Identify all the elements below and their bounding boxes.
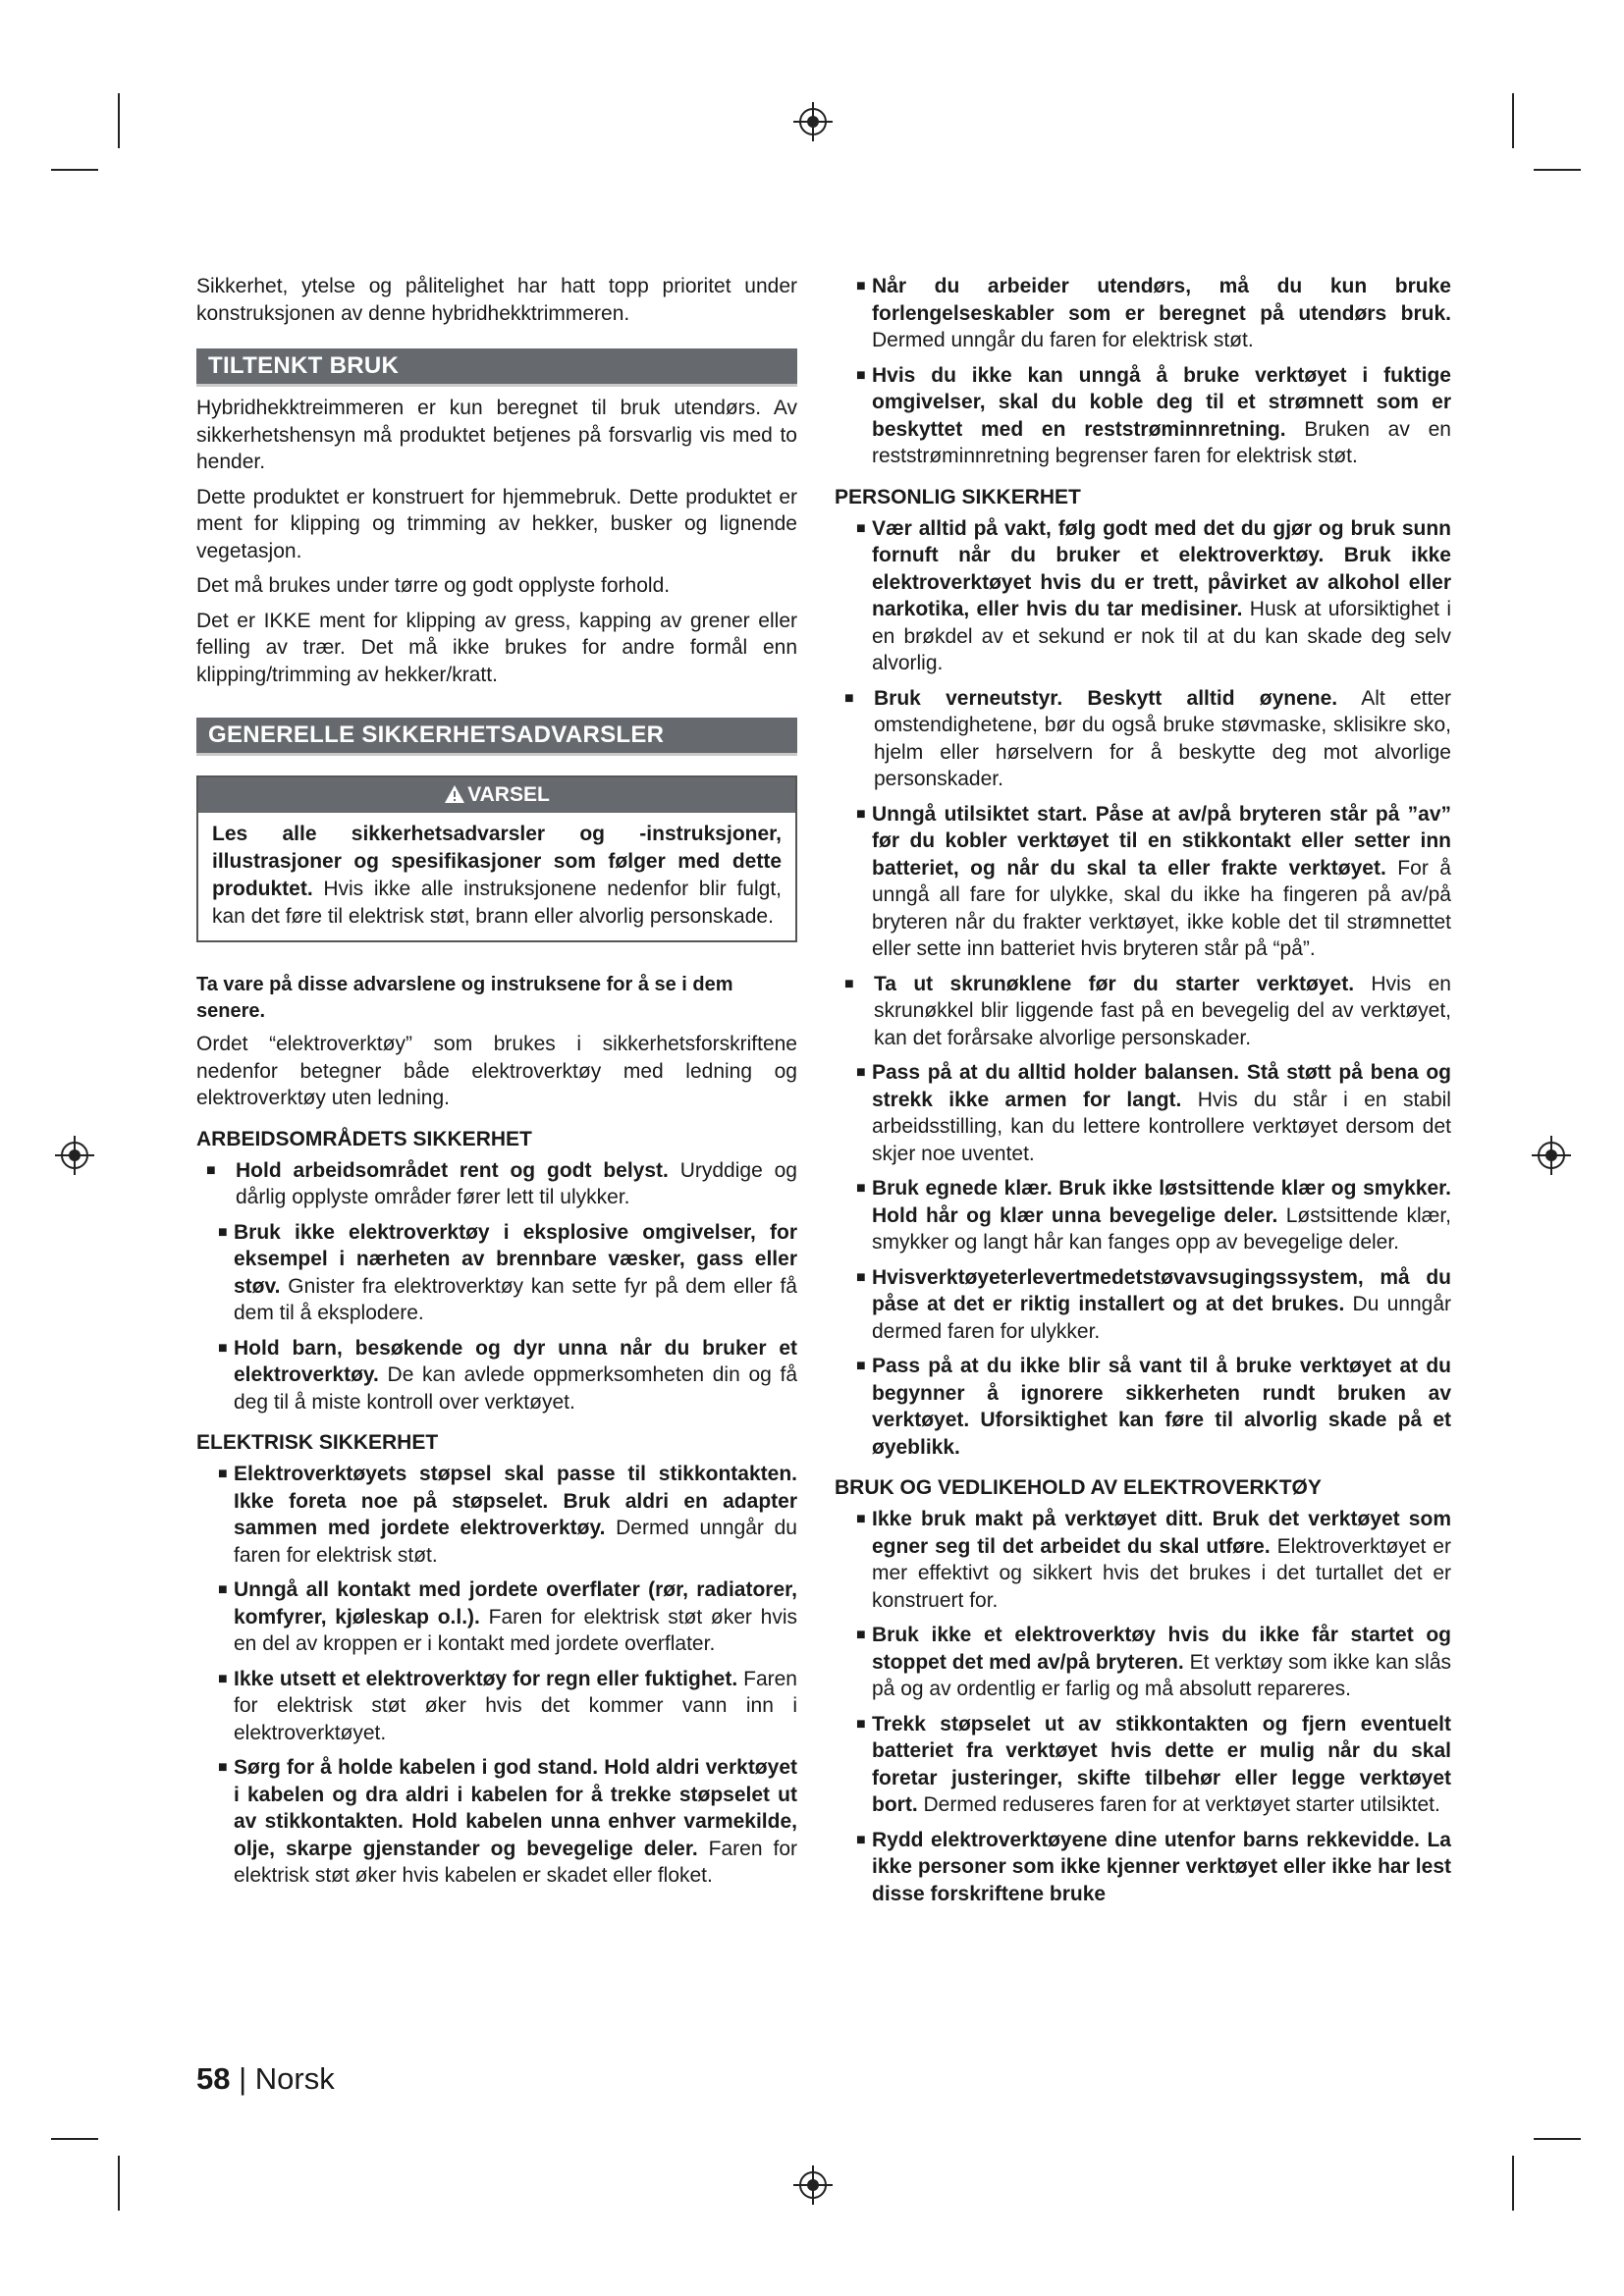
list-item <box>835 685 1451 793</box>
right-column <box>835 273 1451 1915</box>
item-text: Alt etter omstendighetene, bør du også bruke støvmaske, sklisikre sko, hjelm eller hørselvern for å beskytte deg mot alvorlige personskader. <box>874 686 1451 790</box>
item-text: De kan avlede oppmerksomheten din og få deg til å miste kontroll over verktøyet. <box>234 1363 797 1414</box>
item-bold: Vær alltid på vakt, følg godt med det du gjør og bruk sunn fornuft når du bruker et elektroverktøy. Bruk ikke elektroverktøyet hvis du er trett, påvirket av alkohol eller narkotika, eller hvis du tar medisiner. <box>872 516 1451 620</box>
bullet-icon: ■ <box>218 1581 228 1598</box>
warning-triangle-icon <box>444 784 465 804</box>
item-bold: Bruk ikke elektroverktøy i eksplosive omgivelser, for eksempel i nærheten av brennbare væsker, gass eller støv. <box>234 1220 797 1298</box>
bullet-icon: ■ <box>206 1161 216 1179</box>
personal-safety-list <box>835 515 1451 1462</box>
item-text: Uryddige og dårlig opplyste områder fører lett til ulykker. <box>236 1158 797 1208</box>
item-text: Et verktøy som ikke kan slås på og av ordentlig er farlig og må absolutt repareres. <box>872 1650 1451 1700</box>
bullet-icon: ■ <box>856 278 866 294</box>
warning-body <box>198 813 795 940</box>
item-bold: Bruk verneutstyr. Beskytt alltid øynene. <box>874 686 1338 710</box>
item-bold: Trekk støpselet ut av stikkontakten og fjern eventuelt batteriet fra verktøyet hvis dette er mulig når du skal foretar justeringer, skifte tilbehør eller legge verktøyet bort. <box>872 1712 1451 1816</box>
item-bold: Pass på at du ikke blir så vant til å bruke verktøyet at du begynner å ignorere sikkerheten rundt bruken av verktøyet. Uforsiktighet kan føre til alvorlig skade på et øyeblikk. <box>872 1355 1451 1459</box>
item-text: Elektroverktøyet er mer effektivt og sikkert hvis det brukes i det turtallet det er konstruert for. <box>872 1534 1451 1612</box>
intended-use-paragraph: Dette produktet er konstruert for hjemmebruk. Dette produktet er ment for klipping og trimming av hekker, busker og lignende vegetasjon. <box>196 485 797 562</box>
list-item <box>196 1754 797 1890</box>
item-bold: Sørg for å holde kabelen i god stand. Hold aldri verktøyet i kabelen og dra aldri i kabelen for å trekke støpselet ut av stikkontakten. Hold kabelen unna enhver varmekilde, olje, skarpe gjenstander og bevegelige deler. <box>234 1756 797 1860</box>
crop-mark-top-right-v <box>1512 93 1514 148</box>
crop-mark-bottom-left-h <box>51 2138 98 2140</box>
crop-mark-top-left-v <box>118 93 120 148</box>
warning-header <box>198 777 795 813</box>
electrical-list-continued <box>835 273 1451 470</box>
item-bold: Bruk ikke et elektroverktøy hvis du ikke får startet og stoppet det med av/på bryteren. <box>872 1624 1451 1674</box>
list-item <box>196 1666 797 1747</box>
page-footer <box>196 2061 335 2097</box>
footer-separator: | <box>239 2061 247 2096</box>
item-bold: Elektroverktøyets støpsel skal passe til stikkontakten. Ikke foreta noe på støpselet. Bruk aldri en adapter sammen med jordete elektroverktøy. <box>234 1463 797 1539</box>
warning-box <box>196 775 797 942</box>
item-text: Faren for elektrisk støt øker hvis en del av kroppen er i kontakt med jordete overflater. <box>234 1605 797 1655</box>
bullet-icon: ■ <box>856 1180 866 1197</box>
list-item <box>196 1461 797 1569</box>
item-text: Løstsittende klær, smykker og langt hår kan fanges opp av bevegelige deler. <box>872 1203 1451 1254</box>
list-item <box>835 1264 1451 1346</box>
list-item <box>196 1157 797 1211</box>
bullet-icon: ■ <box>856 1627 866 1643</box>
item-bold: Rydd elektroverktøyene dine utenfor barns rekkevidde. La ikke personer som ikke kjenner verktøyet eller ikke har lest disse forskriftene bruke <box>872 1828 1451 1905</box>
bullet-icon: ■ <box>856 1064 866 1081</box>
personal-safety-heading: PERSONLIG SIKKERHET <box>835 485 1081 508</box>
item-text: Hvis en skrunøkkel blir liggende fast på en bevegelig del av verktøyet, kan det forårsake alvorlige personskader. <box>874 972 1451 1049</box>
item-bold: Hold barn, besøkende og dyr unna når du bruker et elektroverktøy. <box>234 1336 797 1386</box>
item-bold: Ikke bruk makt på verktøyet ditt. Bruk det verktøyet som egner seg til det arbeidet du skal utføre. <box>872 1508 1451 1558</box>
bullet-icon: ■ <box>856 1715 866 1733</box>
registration-mark-bottom-icon <box>791 2163 835 2207</box>
list-item <box>835 273 1451 354</box>
item-text: Dermed unngår du faren for elektrisk støt. <box>872 329 1254 351</box>
registration-mark-top-icon <box>791 100 835 143</box>
keep-instructions-note: Ta vare på disse advarslene og instruksene for å se i dem senere. <box>196 974 733 1022</box>
crop-mark-bottom-right-h <box>1534 2138 1581 2140</box>
list-item <box>835 1711 1451 1819</box>
bullet-icon: ■ <box>856 805 866 823</box>
item-bold: Pass på at du alltid holder balansen. Stå støtt på bena og strekk ikke armen for langt. <box>872 1061 1451 1111</box>
bullet-icon: ■ <box>856 1268 866 1286</box>
tool-use-maintenance-list <box>835 1506 1451 1907</box>
intended-use-paragraph: Hybridhekktreimmeren er kun beregnet til bruk utendørs. Av sikkerhetshensyn må produktet betjenes på forsvarlig vis med to hender. <box>196 397 797 473</box>
list-item <box>835 1827 1451 1908</box>
list-item <box>835 1506 1451 1614</box>
list-item <box>835 1622 1451 1703</box>
crop-mark-bottom-left-v <box>118 2156 120 2211</box>
list-item <box>196 1576 797 1658</box>
item-text: Faren for elektrisk støt øker hvis det kommer vann inn i elektroverktøyet. <box>234 1667 797 1744</box>
list-item <box>835 1059 1451 1167</box>
list-item <box>196 1219 797 1327</box>
warning-title: VARSEL <box>467 783 550 806</box>
item-bold: Ta ut skrunøklene før du starter verktøyet. <box>874 972 1355 995</box>
bullet-icon: ■ <box>218 1759 228 1776</box>
bullet-icon: ■ <box>856 366 866 384</box>
general-safety-heading: GENERELLE SIKKERHETSADVARSLER <box>196 718 797 756</box>
item-text: For å unngå all fare for ulykke, skal du ikke ha fingeren på av/på bryteren når du frakter verktøyet, ikke koble det til strømnettet eller sette inn batteriet hvis bryteren står på “på”. <box>872 856 1451 960</box>
list-item <box>835 971 1451 1052</box>
warning-bold-text: Les alle sikkerhetsadvarsler og -instruksjoner, illustrasjoner og spesifikasjoner som følger med dette produktet. <box>212 823 782 900</box>
item-text: Gnister fra elektroverktøy kan sette fyr på dem eller få dem til å eksplodere. <box>234 1274 797 1324</box>
bullet-icon: ■ <box>844 689 854 707</box>
list-item <box>835 362 1451 470</box>
electrical-heading: ELEKTRISK SIKKERHET <box>196 1431 439 1454</box>
list-item <box>835 801 1451 963</box>
item-bold: Bruk egnede klær. Bruk ikke løstsittende klær og smykker. Hold hår og klær unna bevegelige deler. <box>872 1177 1451 1227</box>
intended-use-section <box>196 395 797 688</box>
intended-use-paragraph: Det må brukes under tørre og godt opplyste forhold. <box>196 574 671 597</box>
bullet-icon: ■ <box>218 1670 228 1687</box>
page-number: 58 <box>196 2061 231 2096</box>
tool-use-maintenance-heading: BRUK OG VEDLIKEHOLD AV ELEKTROVERKTØY <box>835 1476 1322 1499</box>
power-tool-definition: Ordet “elektroverktøy” som brukes i sikkerhetsforskriftene nedenfor betegner både elektroverktøy med ledning og elektroverktøy uten ledning. <box>196 1033 797 1109</box>
bullet-icon: ■ <box>856 519 866 537</box>
bullet-icon: ■ <box>218 1339 228 1357</box>
registration-mark-left-icon <box>53 1134 96 1177</box>
registration-mark-right-icon <box>1530 1134 1573 1177</box>
item-text: Faren for elektrisk støt øker hvis kabelen er skadet eller floket. <box>234 1837 797 1887</box>
item-text: Husk at uforsiktighet i en brøkdel av et sekund er nok til at du kan skade deg selv alvorlig. <box>872 598 1452 674</box>
item-bold: Ikke utsett et elektroverktøy for regn eller fuktighet. <box>234 1667 738 1690</box>
bullet-icon: ■ <box>218 1223 228 1241</box>
crop-mark-bottom-right-v <box>1512 2156 1514 2211</box>
work-area-heading: ARBEIDSOMRÅDETS SIKKERHET <box>196 1127 532 1150</box>
intended-use-heading: TILTENKT BRUK <box>196 348 797 387</box>
crop-mark-top-right-h <box>1534 169 1581 171</box>
list-item <box>196 1335 797 1416</box>
footer-language: Norsk <box>254 2061 335 2096</box>
crop-mark-top-left-h <box>51 169 98 171</box>
warning-text: Hvis ikke alle instruksjonene nedenfor blir fulgt, kan det føre til elektrisk støt, brann eller alvorlig personskade. <box>212 878 782 928</box>
intro-paragraph: Sikkerhet, ytelse og pålitelighet har hatt topp prioritet under konstruksjonen av denne hybridhekktrimmeren. <box>196 275 797 325</box>
list-item <box>835 515 1451 677</box>
bullet-icon: ■ <box>856 1831 866 1848</box>
item-bold: Når du arbeider utendørs, må du kun bruke forlengelseskabler som er beregnet på utendørs bruk. <box>872 275 1451 325</box>
item-text: Dermed unngår du faren for elektrisk støt. <box>234 1517 797 1567</box>
electrical-list <box>196 1461 797 1890</box>
item-bold: Hvis du ikke kan unngå å bruke verktøyet i fuktige omgivelser, skal du koble deg til et strømnett som er beskyttet med en reststrøminnretning. <box>872 363 1451 441</box>
left-column <box>196 273 797 1897</box>
item-text: Hvis du står i en stabil arbeidsstilling, kan du lettere kontrollere verktøyet dersom det skjer noe uventet. <box>872 1088 1451 1165</box>
work-area-list <box>196 1157 797 1416</box>
item-bold: Unngå utilsiktet start. Påse at av/på bryteren står på ”av” før du kobler verktøyet til en stikkontakt eller setter inn batteriet, og når du skal ta eller frakte verktøyet. <box>872 802 1451 880</box>
bullet-icon: ■ <box>844 975 854 992</box>
item-text: Dermed reduseres faren for at verktøyet starter utilsiktet. <box>917 1793 1440 1816</box>
bullet-icon: ■ <box>218 1466 228 1482</box>
list-item <box>835 1353 1451 1461</box>
bullet-icon: ■ <box>856 1358 866 1374</box>
item-bold: Hvisverktøyeterlevertmedetstøvavsugingssystem, må du påse at det er riktig installert og at det brukes. <box>872 1265 1451 1315</box>
item-bold: Hold arbeidsområdet rent og godt belyst. <box>236 1158 669 1182</box>
list-item <box>835 1175 1451 1256</box>
intended-use-paragraph: Det er IKKE ment for klipping av gress, kapping av grener eller felling av trær. Det må ikke brukes for andre formål enn klipping/trimming av hekker/kratt. <box>196 609 797 686</box>
item-bold: Unngå all kontakt med jordete overflater (rør, radiatorer, komfyrer, kjøleskap o.l.). <box>234 1578 797 1629</box>
item-text: Du unngår dermed faren for ulykker. <box>872 1293 1451 1343</box>
bullet-icon: ■ <box>856 1511 866 1527</box>
item-text: Bruken av en reststrøminnretning begrenser faren for elektrisk støt. <box>872 417 1451 467</box>
